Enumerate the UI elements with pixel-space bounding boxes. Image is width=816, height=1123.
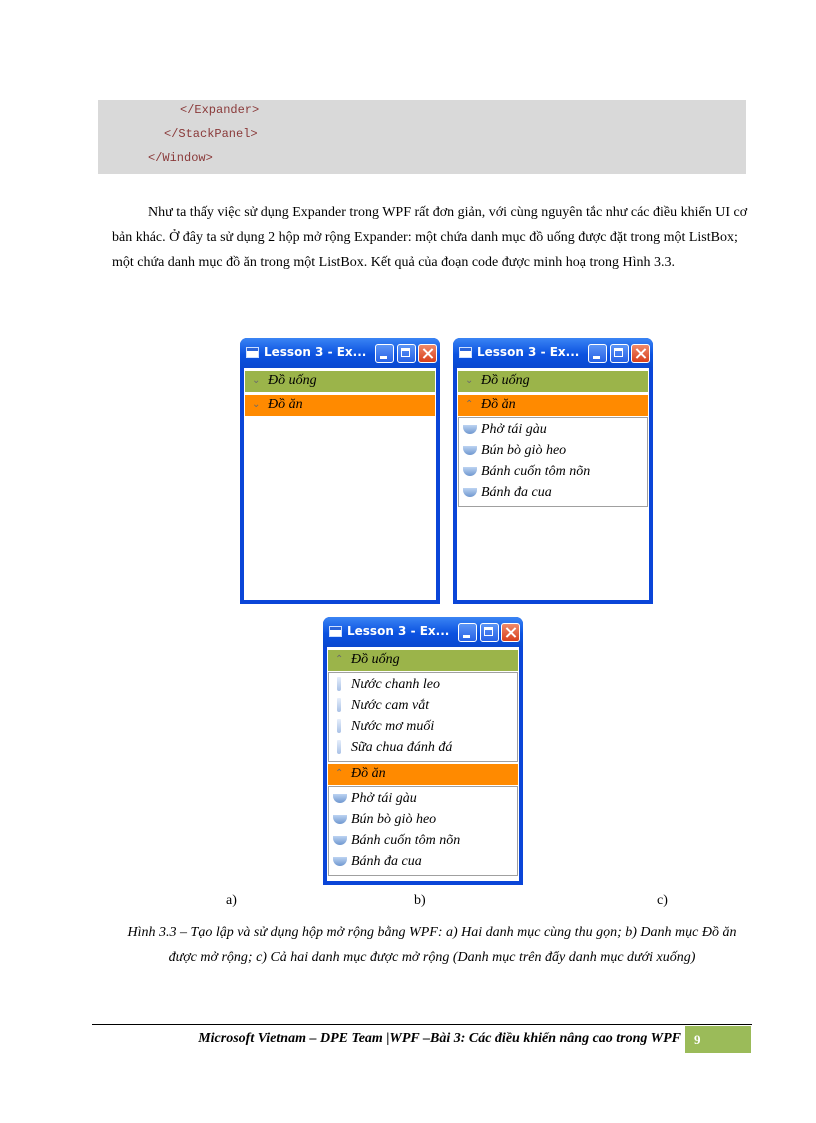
expander-drinks-header[interactable] bbox=[328, 650, 518, 671]
list-item-label: Nước cam vắt bbox=[351, 698, 430, 713]
window-client bbox=[327, 647, 519, 881]
chevron-up-icon: ⌃ bbox=[335, 654, 344, 665]
expander-drinks-label: Đồ uống bbox=[351, 652, 400, 667]
body-paragraph bbox=[112, 200, 752, 275]
list-item-label: Sữa chua đánh đá bbox=[351, 740, 453, 755]
bowl-icon bbox=[333, 857, 347, 866]
title-bar[interactable] bbox=[240, 338, 440, 368]
list-item-label: Phở tái gàu bbox=[351, 791, 417, 806]
close-button[interactable] bbox=[631, 344, 650, 363]
expander-food-header[interactable] bbox=[245, 395, 435, 416]
page-number-box bbox=[685, 1026, 751, 1053]
close-button[interactable] bbox=[418, 344, 437, 363]
expander-drinks-label: Đồ uống bbox=[481, 373, 530, 388]
code-line-expander: </Expander> bbox=[180, 103, 260, 117]
close-button[interactable] bbox=[501, 623, 520, 642]
bowl-icon bbox=[463, 425, 477, 434]
minimize-button[interactable] bbox=[588, 344, 607, 363]
maximize-button[interactable] bbox=[397, 344, 416, 363]
window-b bbox=[453, 338, 653, 604]
panel-label-a: a) bbox=[226, 893, 237, 908]
minimize-button[interactable] bbox=[458, 623, 477, 642]
chevron-down-icon: ⌄ bbox=[252, 399, 261, 410]
bowl-icon bbox=[463, 488, 477, 497]
expander-food-label: Đồ ăn bbox=[351, 766, 386, 781]
title-bar[interactable] bbox=[453, 338, 653, 368]
window-title: Lesson 3 - Ex... bbox=[477, 345, 580, 359]
window-app-icon bbox=[329, 626, 342, 637]
food-listbox[interactable] bbox=[458, 417, 648, 507]
page-number: 9 bbox=[694, 1032, 701, 1047]
list-item-label: Bún bò giò heo bbox=[351, 812, 437, 827]
window-client bbox=[244, 368, 436, 600]
list-item-label: Bún bò giò heo bbox=[481, 443, 567, 458]
list-item-label: Bánh cuốn tôm nõn bbox=[351, 833, 461, 848]
list-item-label: Nước mơ muối bbox=[351, 719, 435, 734]
chevron-down-icon: ⌄ bbox=[252, 375, 261, 386]
glass-icon bbox=[337, 719, 341, 733]
bowl-icon bbox=[463, 446, 477, 455]
title-bar[interactable] bbox=[323, 617, 523, 647]
maximize-button[interactable] bbox=[610, 344, 629, 363]
list-item-label: Nước chanh leo bbox=[351, 677, 440, 692]
bowl-icon bbox=[333, 836, 347, 845]
glass-icon bbox=[337, 740, 341, 754]
maximize-button[interactable] bbox=[480, 623, 499, 642]
list-item-label: Bánh đa cua bbox=[481, 485, 552, 500]
glass-icon bbox=[337, 677, 341, 691]
window-title: Lesson 3 - Ex... bbox=[347, 624, 450, 638]
expander-food-label: Đồ ăn bbox=[268, 397, 303, 412]
bowl-icon bbox=[333, 815, 347, 824]
window-c bbox=[323, 617, 523, 885]
panel-label-c: c) bbox=[657, 893, 668, 908]
expander-food-label: Đồ ăn bbox=[481, 397, 516, 412]
bowl-icon bbox=[463, 467, 477, 476]
footer-text: Microsoft Vietnam – DPE Team |WPF –Bài 3: Các điều khiển nâng cao trong WPF bbox=[198, 1031, 681, 1046]
food-listbox[interactable] bbox=[328, 786, 518, 876]
list-item-label: Bánh cuốn tôm nõn bbox=[481, 464, 591, 479]
bowl-icon bbox=[333, 794, 347, 803]
expander-drinks-header[interactable] bbox=[458, 371, 648, 392]
window-a bbox=[240, 338, 440, 604]
expander-drinks-label: Đồ uống bbox=[268, 373, 317, 388]
list-item-label: Phở tái gàu bbox=[481, 422, 547, 437]
window-app-icon bbox=[246, 347, 259, 358]
code-block bbox=[98, 100, 746, 174]
drinks-listbox[interactable] bbox=[328, 672, 518, 762]
footer-rule bbox=[92, 1024, 752, 1025]
code-line-window: </Window> bbox=[148, 151, 213, 165]
expander-food-header[interactable] bbox=[458, 395, 648, 416]
glass-icon bbox=[337, 698, 341, 712]
paragraph-text: Như ta thấy việc sử dụng Expander trong WPF rất đơn giản, với cùng nguyên tắc như các điều khiển UI cơ bản khác. Ở đây ta sử dụng 2 hộp mở rộng Expander: một chứa danh mục đồ uống được đặt trong một ListBox; một chứa danh mục đồ ăn trong một ListBox. Kết quả của đoạn code được minh hoạ trong Hình 3.3. bbox=[112, 205, 748, 270]
window-client bbox=[457, 368, 649, 600]
minimize-button[interactable] bbox=[375, 344, 394, 363]
chevron-up-icon: ⌃ bbox=[465, 399, 474, 410]
chevron-up-icon: ⌃ bbox=[335, 768, 344, 779]
panel-label-b: b) bbox=[414, 893, 426, 908]
window-app-icon bbox=[459, 347, 472, 358]
list-item-label: Bánh đa cua bbox=[351, 854, 422, 869]
figure-caption: Hình 3.3 – Tạo lập và sử dụng hộp mở rộng bằng WPF: a) Hai danh mục cùng thu gọn; b) Danh mục Đồ ăn được mở rộng; c) Cả hai danh mục được mở rộng (Danh mục trên đẩy danh mục dưới xuống) bbox=[127, 925, 737, 965]
code-line-stackpanel: </StackPanel> bbox=[164, 127, 258, 141]
expander-food-header[interactable] bbox=[328, 764, 518, 785]
chevron-down-icon: ⌄ bbox=[465, 375, 474, 386]
window-title: Lesson 3 - Ex... bbox=[264, 345, 367, 359]
expander-drinks-header[interactable] bbox=[245, 371, 435, 392]
